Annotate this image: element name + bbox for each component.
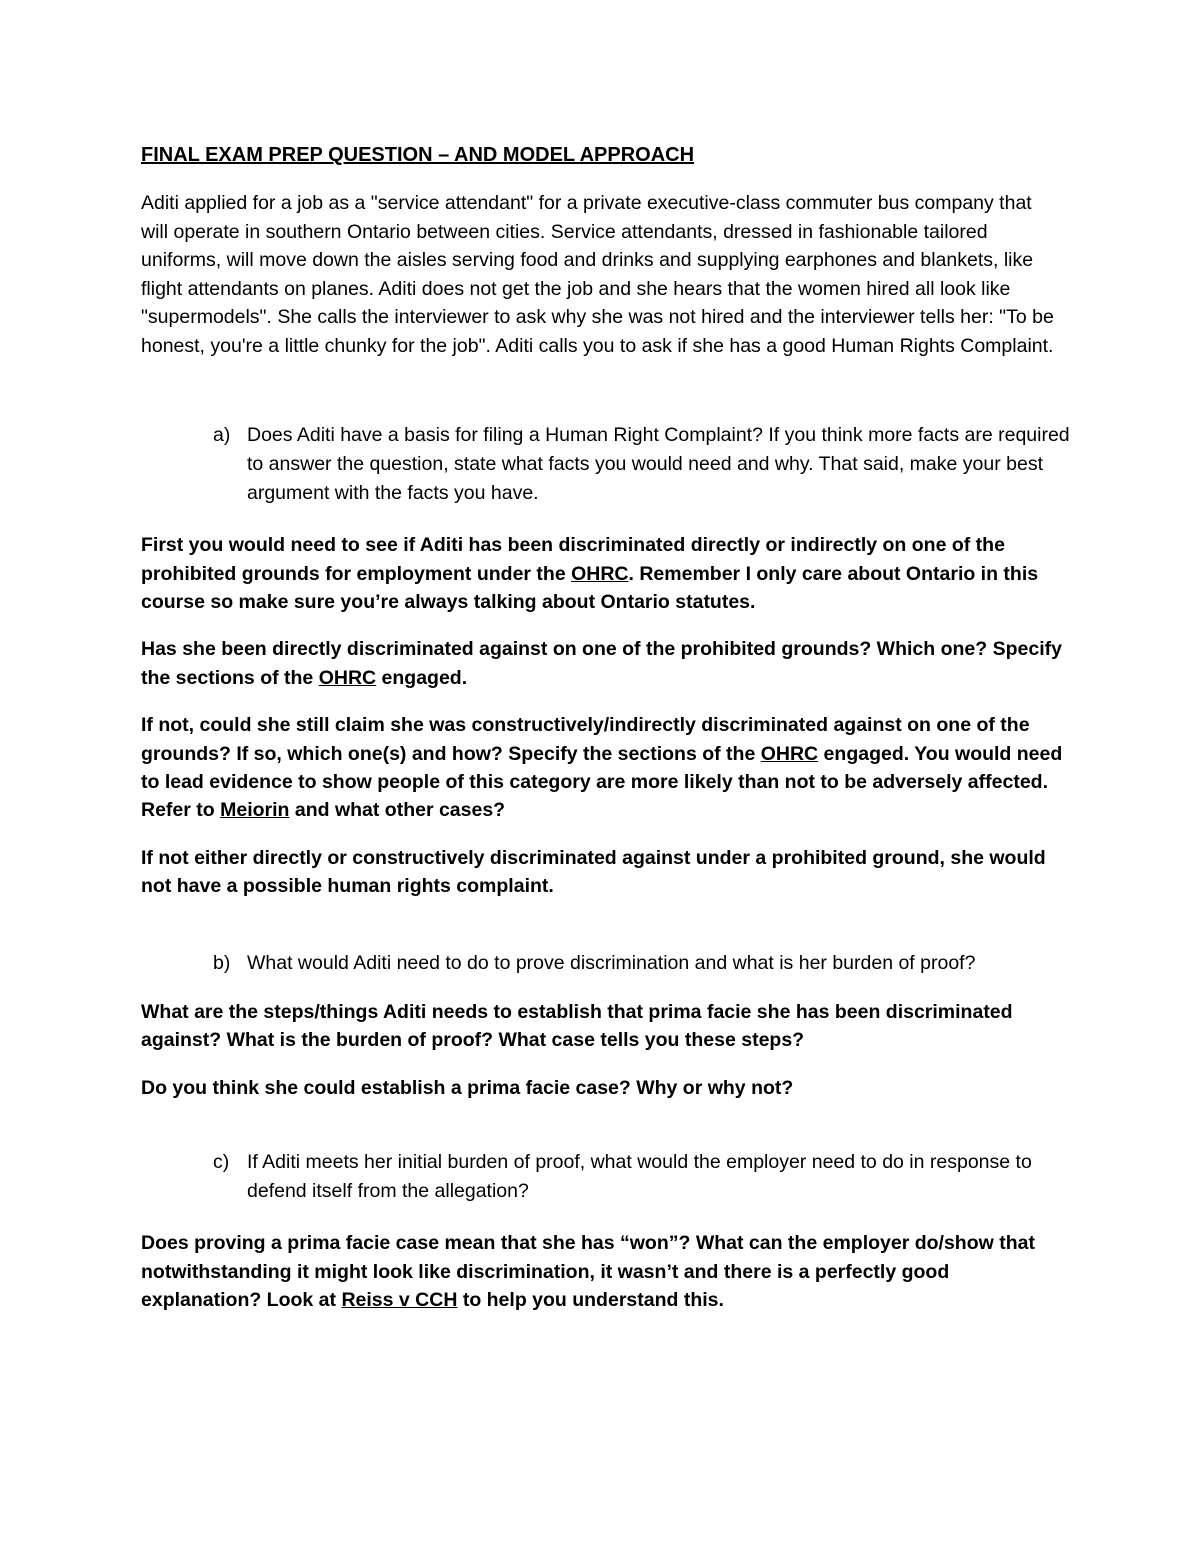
answer-a-paragraph-3 xyxy=(141,711,1071,825)
reiss-case-reference: Reiss v CCH xyxy=(341,1289,458,1312)
question-c xyxy=(141,1148,1071,1206)
answer-b-paragraph-1: What are the steps/things Aditi needs to establish that prima facie she has been discriminated against? What is the burden of proof? What case tells you these steps? xyxy=(141,1000,1013,1052)
answer-a-p2-text-1: Has she been directly discriminated against on one of the prohibited grounds? Which one? Specify the sections of the xyxy=(141,638,1062,689)
answer-a-paragraph-1 xyxy=(141,531,1071,616)
question-a-text: Does Aditi have a basis for filing a Human Right Complaint? If you think more facts are required to answer the question, state what facts you would need and why. That said, make your best argument with the facts you have. xyxy=(247,423,1070,504)
question-a-marker: a) xyxy=(213,423,231,446)
answer-b-paragraph-2: Do you think she could establish a prima facie case? Why or why not? xyxy=(141,1076,794,1099)
answer-a-p3-text-1: If not, could she still claim she was constructively/indirectly discriminated against on one of the grounds? If so, which one(s) and how? Specify the sections of the xyxy=(141,714,1030,765)
question-b xyxy=(141,949,1071,978)
answer-a-paragraph-4: If not either directly or constructively discriminated against under a prohibited ground, she would not have a possible human rights complaint. xyxy=(141,846,1046,898)
ohrc-reference: OHRC xyxy=(318,666,377,689)
question-a xyxy=(141,421,1071,509)
document-title: FINAL EXAM PREP QUESTION – AND MODEL APPROACH xyxy=(141,144,695,166)
question-c-text: If Aditi meets her initial burden of proof, what would the employer need to do in response to defend itself from the allegation? xyxy=(247,1151,1032,1203)
answer-a-p3-text-3: and what other cases? xyxy=(289,799,506,822)
answer-c-paragraph-1 xyxy=(141,1229,1071,1314)
answer-a-p1-text-2: . Remember I only care about Ontario in this course so make sure you’re always talking about Ontario statutes. xyxy=(141,562,1039,613)
question-c-marker: c) xyxy=(213,1151,230,1174)
answer-c-p1-text-2: to help you understand this. xyxy=(457,1289,724,1312)
fact-pattern-paragraph: Aditi applied for a job as a "service attendant" for a private executive-class commuter bus company that will operate in southern Ontario between cities. Service attendants, dressed in fashionable tailored uniforms, will move down the aisles serving food and drinks and supplying earphones and blankets, like flight attendants on planes. Aditi does not get the job and she hears that the women hired all look like "supermodels". She calls the interviewer to ask why she was not hired and the interviewer tells her: "To be honest, you're a little chunky for the job". Aditi calls you to ask if she has a good Human Rights Complaint. xyxy=(141,192,1054,357)
answer-a-p2-text-2: engaged. xyxy=(376,666,468,689)
answer-a-p3-text-2: engaged. You would need to lead evidence to show people of this category are more likely than not to be adversely affected. Refer to xyxy=(141,742,1063,822)
ohrc-reference: OHRC xyxy=(571,562,629,585)
answer-a-p1-text-1: First you would need to see if Aditi has been discriminated directly or indirectly on one of the prohibited grounds for employment under the xyxy=(141,534,1005,585)
question-b-text: What would Aditi need to do to prove discrimination and what is her burden of proof? xyxy=(247,951,976,974)
answer-c-p1-text-1: Does proving a prima facie case mean that she has “won”? What can the employer do/show that notwithstanding it might look like discrimination, it wasn’t and there is a perfectly good explanation? Look at xyxy=(141,1232,1035,1312)
ohrc-reference: OHRC xyxy=(760,742,819,765)
meiorin-case-reference: Meiorin xyxy=(220,799,290,822)
document-page xyxy=(141,141,1071,1315)
answer-a-paragraph-2 xyxy=(141,635,1071,692)
question-b-marker: b) xyxy=(213,951,231,974)
